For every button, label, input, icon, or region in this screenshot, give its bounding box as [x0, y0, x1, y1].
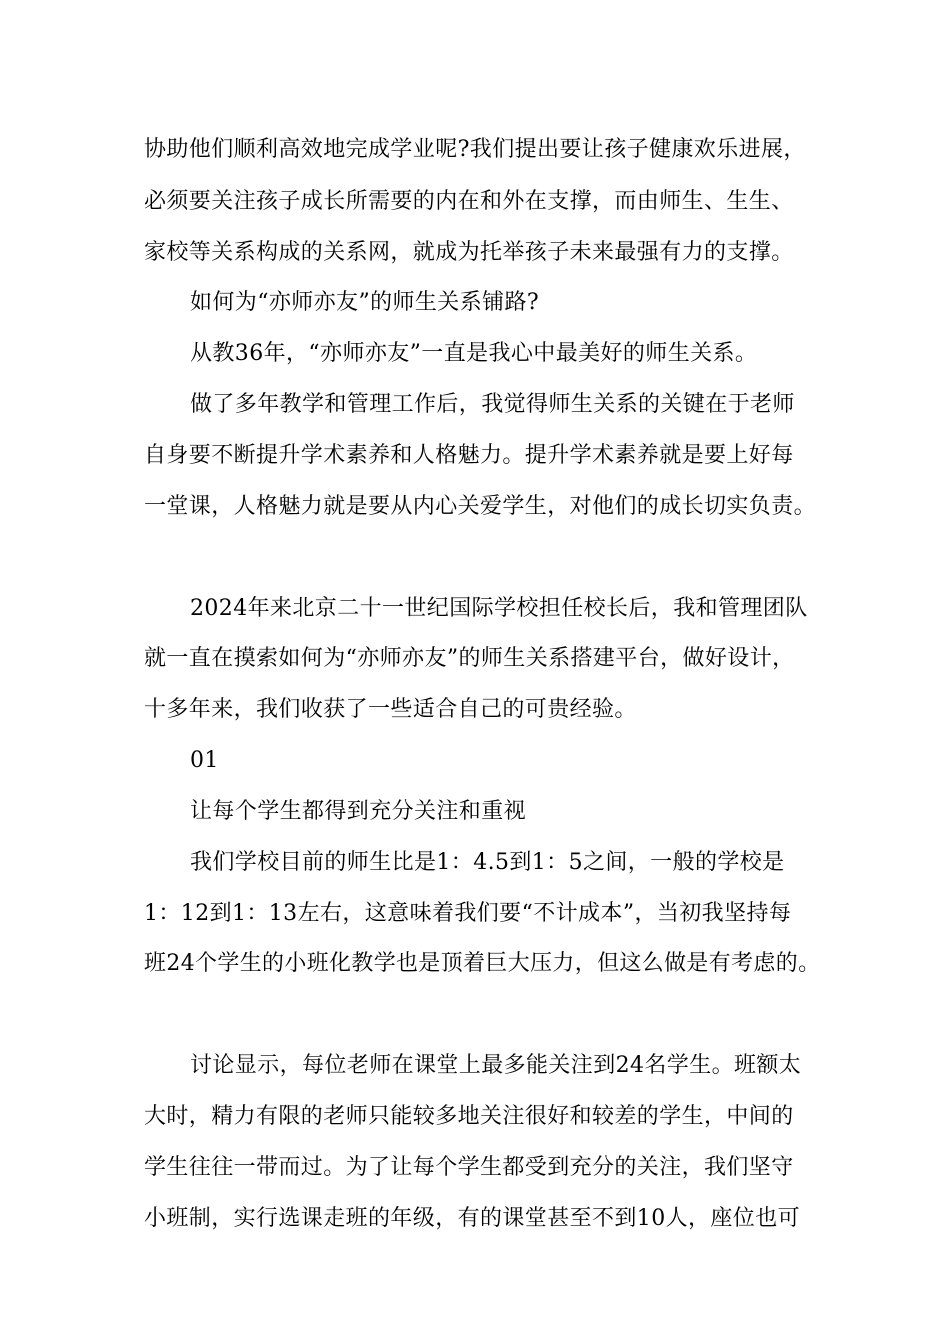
text-line: 一堂课，人格魅力就是要从内心关爱学生，对他们的成长切实负责。	[144, 494, 817, 519]
text-line: 学生往往一带而过。为了让每个学生都受到充分的关注，我们坚守	[144, 1155, 794, 1180]
text-line: 班24个学生的小班化教学也是顶着巨大压力，但这么做是有考虑的。	[144, 951, 821, 976]
text-line: 2024年来北京二十一世纪国际学校担任校长后，我和管理团队	[190, 596, 808, 621]
text-line: 就一直在摸索如何为“亦师亦友”的师生关系搭建平台，做好设计，	[144, 646, 795, 671]
section-heading: 如何为“亦师亦友”的师生关系铺路?	[190, 290, 540, 315]
text-line: 小班制，实行选课走班的年级，有的课堂甚至不到10人，座位也可	[144, 1206, 800, 1231]
text-line: 大时，精力有限的老师只能较多地关注很好和较差的学生，中间的	[144, 1104, 794, 1129]
section-number: 01	[190, 748, 219, 773]
text-line: 从教36年，“亦师亦友”一直是我心中最美好的师生关系。	[190, 341, 758, 366]
section-heading: 让每个学生都得到充分关注和重视	[190, 799, 527, 824]
text-line: 自身要不断提升学术素养和人格魅力。提升学术素养就是要上好每	[144, 443, 794, 468]
text-line: 必须要关注孩子成长所需要的内在和外在支撑，而由师生、生生、	[144, 189, 794, 214]
text-line: 十多年来，我们收获了一些适合自己的可贵经验。	[144, 697, 637, 722]
text-line: 协助他们顺利高效地完成学业呢?我们提出要让孩子健康欢乐进展，	[144, 137, 806, 162]
text-line: 家校等关系构成的关系网，就成为托举孩子未来最强有力的支撑。	[144, 240, 794, 265]
text-line: 讨论显示，每位老师在课堂上最多能关注到24名学生。班额太	[190, 1053, 802, 1078]
text-line: 做了多年教学和管理工作后，我觉得师生关系的关键在于老师	[190, 392, 795, 417]
text-line: 我们学校目前的师生比是1：4.5到1：5之间，一般的学校是	[190, 850, 785, 875]
text-line: 1：12到1：13左右，这意味着我们要“不计成本”，当初我坚持每	[144, 901, 792, 926]
